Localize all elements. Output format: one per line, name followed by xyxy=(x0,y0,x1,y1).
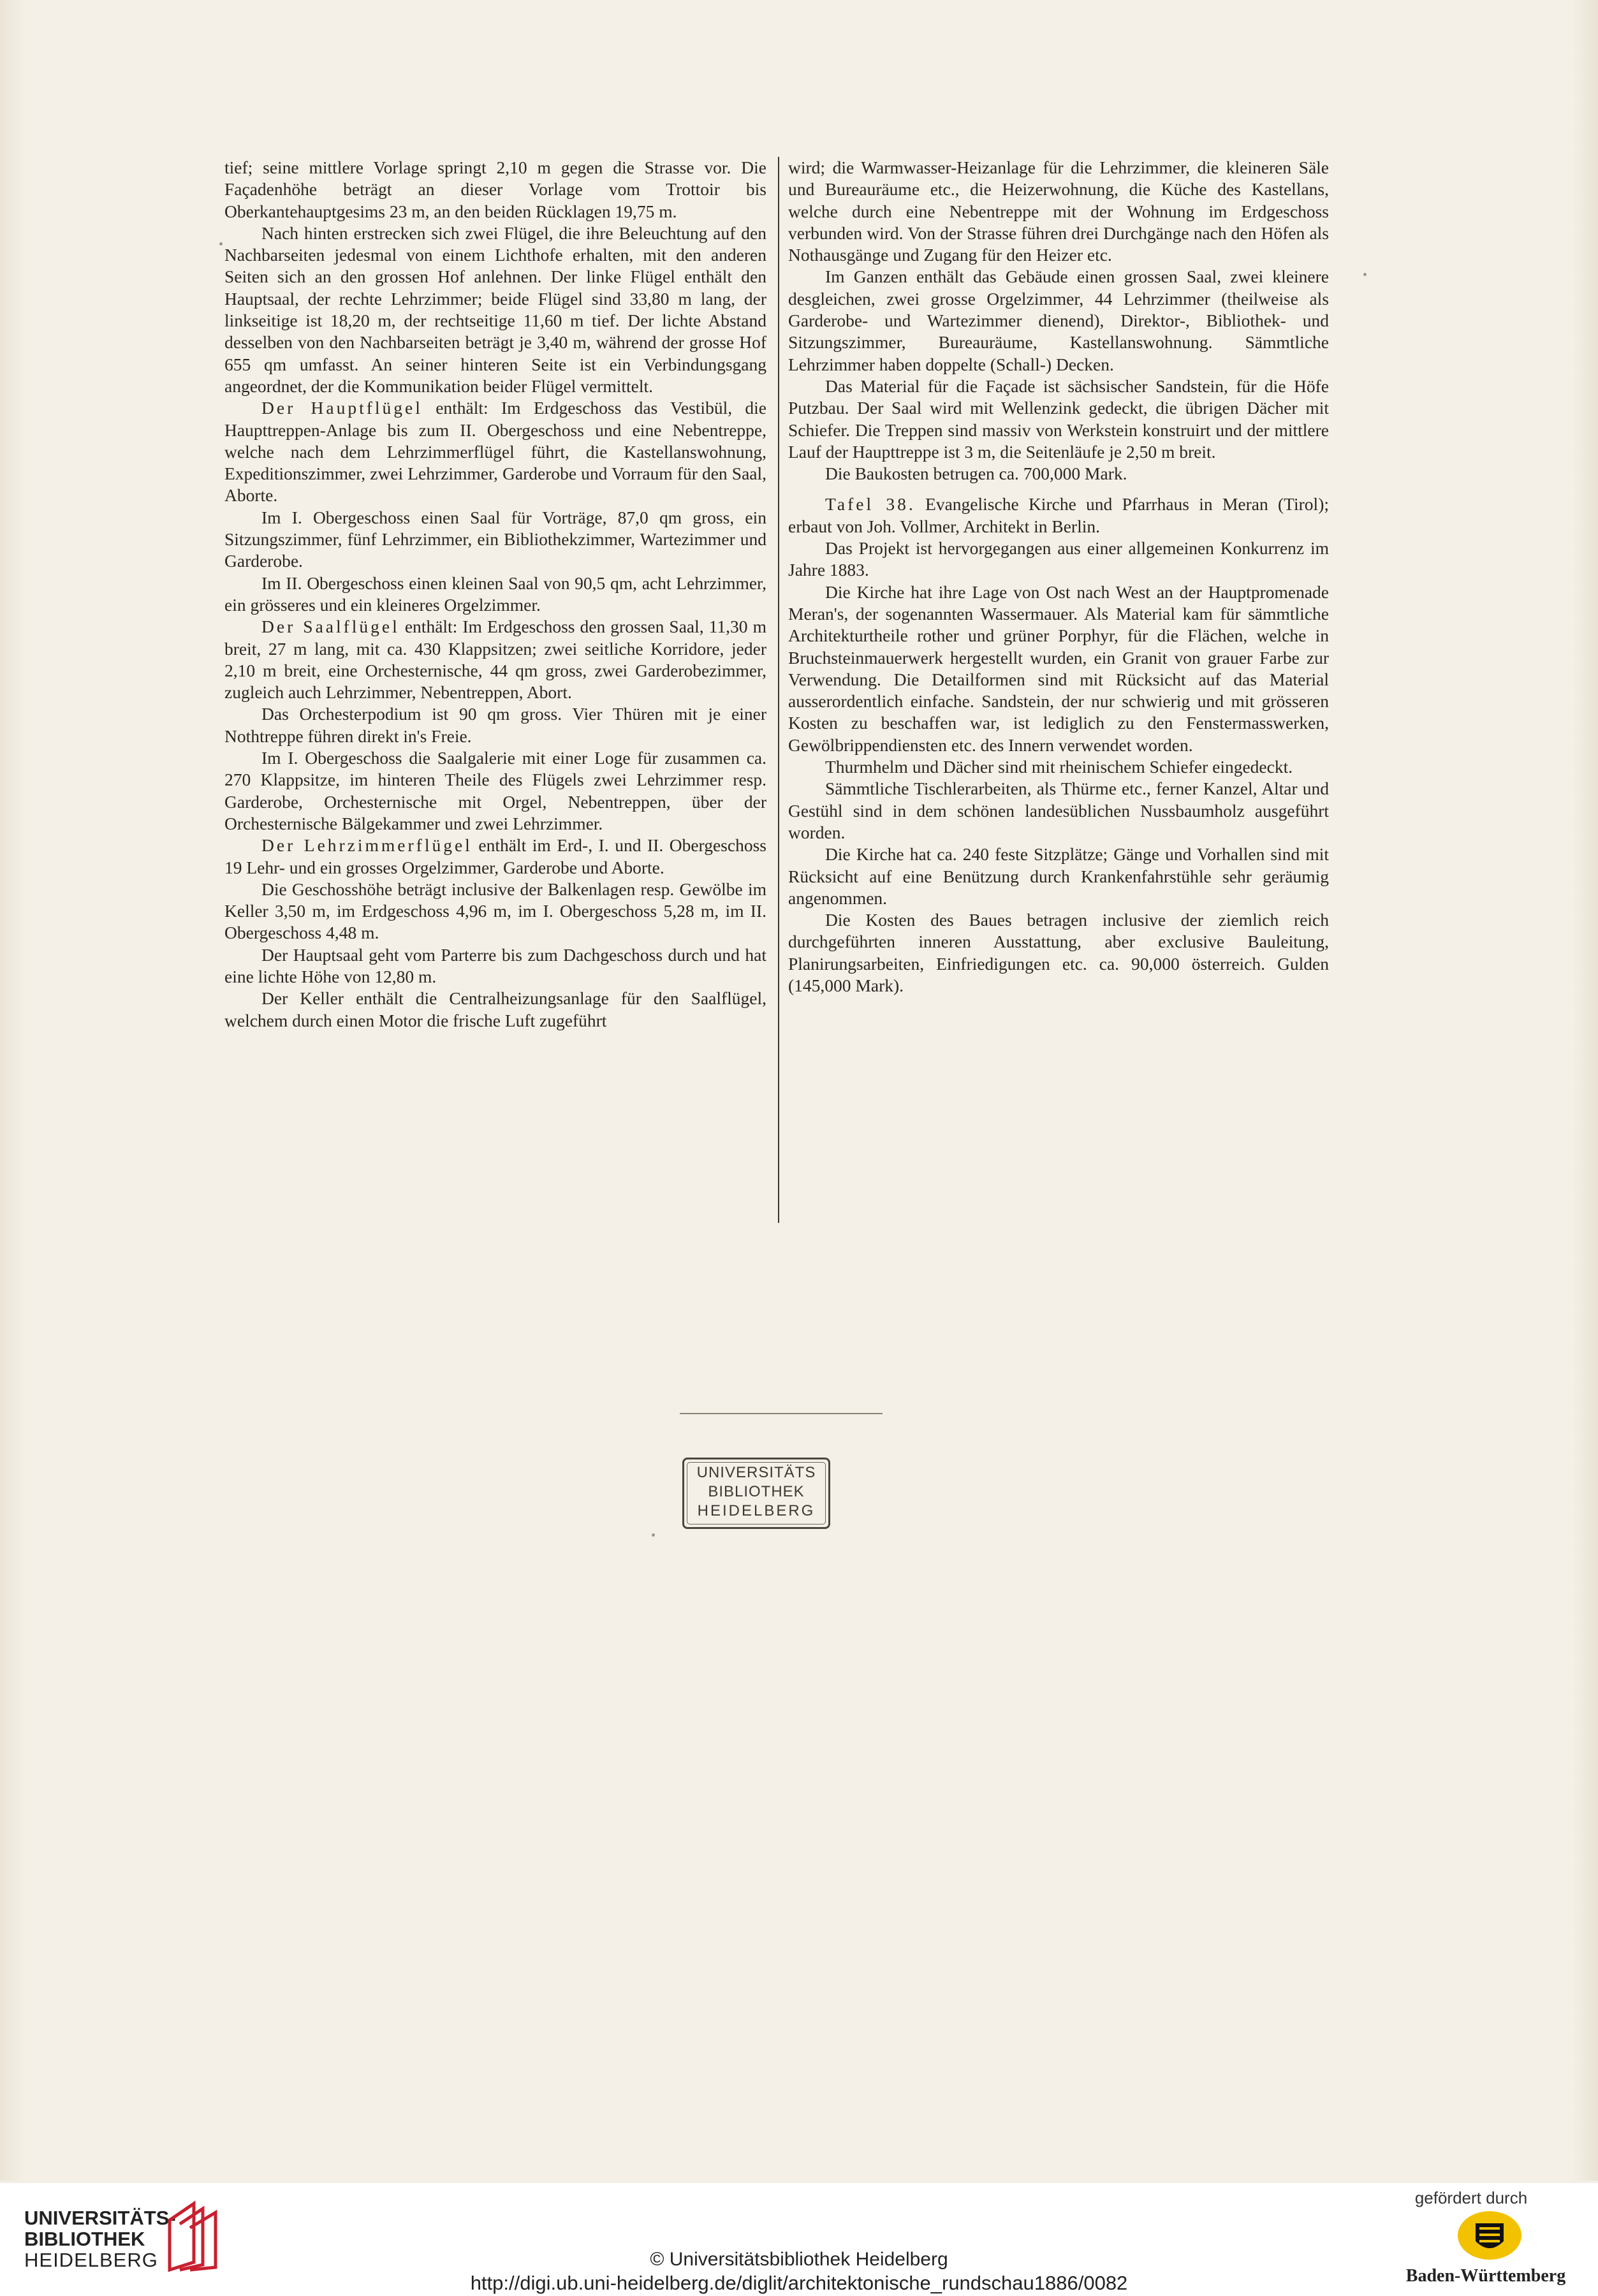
paragraph: Der Saalflügel enthält: Im Erdgeschoss den grossen Saal, 11,30 m breit, 27 m lang, mit ca. 430 Klappsitzen; zwei seitliche Korridore, jeder 2,10 m breit, eine Orchesternische, 44 qm gross, zwei Garderobezimmer, zugleich auch Lehrzimmer, Nebentreppen, Abort. xyxy=(224,617,766,703)
paragraph: Die Baukosten betrugen ca. 700,000 Mark. xyxy=(825,464,1127,484)
paragraph: Die Kosten des Baues betragen inclusive der ziemlich reich durchgeführten inneren Ausstattung, aber exclusive Bauleitung, Planirungsarbeiten, Einfriedigungen etc. ca. 90,000 österreich. Gulden (145,000 Mark). xyxy=(788,910,1329,995)
paragraph: Die Kirche hat ihre Lage von Ost nach West an der Hauptpromenade Meran's, der sogenannten Wassermauer. Als Material kam für sämmtliche Architekturtheile rother und grüner Porphyr, für die Flächen, welche in Bruchsteinmauerwerk hergestellt wurden, ein Granit von grauer Farbe zur Verwendung. Die Detailformen sind mit Rücksicht auf das Material ausserordentlich einfache. Sandstein, der nur schwierig und mit grösseren Kosten zu beschaffen war, ist lediglich zu den Fenstermasswerken, Gewölbrippendiensten etc. des Innern verwendet worden. xyxy=(788,581,1329,755)
paragraph: Sämmtliche Tischlerarbeiten, als Thürme etc., ferner Kanzel, Altar und Gestühl sind in dem schönen landesüblichen Nussbaumholz ausgeführt worden. xyxy=(788,779,1329,842)
paragraph: tief; seine mittlere Vorlage springt 2,10 m gegen die Strasse vor. Die Façadenhöhe beträgt an dieser Vorlage vom Trottoir bis Oberkantehauptgesims 23 m, an den beiden Rücklagen 19,75 m. xyxy=(224,157,766,221)
paragraph: Der Keller enthält die Centralheizungsanlage für den Saalflügel, welchem durch einen Motor die frische Luft zugeführt xyxy=(224,988,766,1030)
paragraph: Der Hauptflügel enthält: Im Erdgeschoss das Vestibül, die Haupttreppen-Anlage bis zum II. Obergeschoss und eine Nebentreppe, welche nach dem Lehrzimmerflügel führt, die Kastellanswohnung, Expeditionszimmer, zwei Lehrzimmer, Garderobe und Vorraum für den Saal, Aborte. xyxy=(224,398,766,506)
stamp-line: HEIDELBERG xyxy=(697,1502,816,1519)
paragraph: wird; die Warmwasser-Heizanlage für die Lehrzimmer, die kleineren Säle und Bureauräume etc., die Heizerwohnung, die Küche des Kastellans, welche durch eine Nebentreppe mit der Wohnung im Erdgeschoss verbunden wird. Von der Strasse führen drei Durchgänge nach den Höfen als Nothausgänge und Zugang für den Heizer etc. xyxy=(788,157,1329,265)
funder-name: Baden-Württemberg xyxy=(1405,2266,1566,2286)
paragraph: Die Geschosshöhe beträgt inclusive der Balkenlagen resp. Gewölbe im Keller 3,50 m, im Erdgeschoss 4,96 m, im I. Obergeschoss 5,28 m, im II. Obergeschoss 4,48 m. xyxy=(224,879,766,943)
permalink-url[interactable]: http://digi.ub.uni-heidelberg.de/diglit/architektonische_rundschau1886/0082 xyxy=(470,2272,1128,2294)
scan-speck xyxy=(652,1533,655,1537)
paragraph: Im I. Obergeschoss die Saalgalerie mit einer Loge für zusammen ca. 270 Klappsitze, im hinteren Theile des Flügels zwei Lehrzimmer resp. Garderobe, Orchesternische mit Orgel, Nebentreppen, über der Orchesternische Bälgekammer und zwei Lehrzimmer. xyxy=(224,748,766,833)
stamp-line: UNIVERSITÄTS xyxy=(696,1464,816,1481)
paragraph: Im Ganzen enthält das Gebäude einen grossen Saal, zwei kleinere desgleichen, zwei grosse Orgelzimmer, 44 Lehrzimmer (theilweise als Garderobe- und Wartezimmer dienend), Direktor-, Bibliothek- und Sitzungszimmer, Bureauräume, Kastellanswohnung. Sämmtliche Lehrzimmer haben doppelte (Schall-) Decken. xyxy=(788,267,1329,374)
paragraph: Nach hinten erstrecken sich zwei Flügel, die ihre Beleuchtung auf den Nachbarseiten jedesmal von einem Lichthofe erhalten, mit den anderen Seiten sich an den grossen Hof anlehnen. Der linke Flügel enthält den Hauptsaal, der rechte Lehrzimmer; beide Flügel sind 33,80 m lang, der linkseitige ist 18,20 m, der rechtseitige 11,60 m tief. Der lichte Abstand desselben von den Nachbarseiten beträgt je 3,40 m, während der grosse Hof 655 qm umfasst. An seiner hinteren Seite ist ein Verbindungsgang angeordnet, der die Kommunikation beider Flügel vermittelt. xyxy=(224,223,766,396)
library-stamp xyxy=(682,1458,830,1529)
scan-speck xyxy=(1363,273,1367,276)
text-column-left xyxy=(224,157,766,1032)
logo-line: UNIVERSITÄTS- xyxy=(24,2207,176,2229)
column-divider xyxy=(778,157,779,1223)
text-column-right xyxy=(788,157,1329,997)
baden-wuerttemberg-crest-icon[interactable] xyxy=(1455,2209,1524,2262)
copyright-notice: © Universitätsbibliothek Heidelberg xyxy=(650,2249,948,2270)
scan-speck xyxy=(219,242,223,245)
plate-number: Tafel 38. xyxy=(825,494,916,515)
end-rule xyxy=(680,1413,883,1414)
stamp-line: BIBLIOTHEK xyxy=(708,1483,805,1500)
paragraph: Das Orchesterpodium ist 90 qm gross. Vier Thüren mit je einer Nothtreppe führen direkt in's Freie. xyxy=(224,704,766,746)
paragraph: Die Kirche hat ca. 240 feste Sitzplätze; Gänge und Vorhallen sind mit Rücksicht auf eine Benützung durch Krankenfahrstühle sehr geräumig angenommen. xyxy=(788,844,1329,908)
plate-heading-paragraph: Tafel 38. Evangelische Kirche und Pfarrhaus in Meran (Tirol); erbaut von Joh. Vollmer, Architekt in Berlin. xyxy=(788,494,1329,536)
logo-line: HEIDELBERG xyxy=(24,2249,158,2271)
paragraph: Das Material für die Façade ist sächsischer Sandstein, für die Höfe Putzbau. Der Saal wird mit Wellenzink gedeckt, die übrigen Dächer mit Schiefer. Die Treppen sind massiv von Werkstein konstruirt und der mittlere Lauf der Haupttreppe ist 3 m, die Seitenläufe je 2,50 m breit. xyxy=(788,376,1329,462)
paragraph: Im I. Obergeschoss einen Saal für Vorträge, 87,0 qm gross, ein Sitzungszimmer, fünf Lehrzimmer, ein Bibliothekzimmer, Wartezimmer und Garderobe. xyxy=(224,507,766,571)
paragraph: Thurmhelm und Dächer sind mit rheinischem Schiefer eingedeckt. xyxy=(825,757,1293,777)
section-lead: Der Saalflügel xyxy=(261,617,400,637)
paragraph: Der Hauptsaal geht vom Parterre bis zum Dachgeschoss durch und hat eine lichte Höhe von 12,80 m. xyxy=(224,944,766,986)
section-lead: Der Hauptflügel xyxy=(261,398,423,418)
logo-line: BIBLIOTHEK xyxy=(24,2228,145,2250)
funded-by-label: gefördert durch xyxy=(1414,2188,1528,2207)
section-lead: Der Lehrzimmerflügel xyxy=(261,835,473,856)
paragraph: Das Projekt ist hervorgegangen aus einer allgemeinen Konkurrenz im Jahre 1883. xyxy=(788,538,1329,580)
paragraph: Im II. Obergeschoss einen kleinen Saal von 90,5 qm, acht Lehrzimmer, ein grösseres und ein kleineres Orgelzimmer. xyxy=(224,573,766,615)
paragraph: Der Lehrzimmerflügel enthält im Erd-, I. und II. Obergeschoss 19 Lehr- und ein grosses Orgelzimmer, Garderobe und Aborte. xyxy=(224,835,766,877)
